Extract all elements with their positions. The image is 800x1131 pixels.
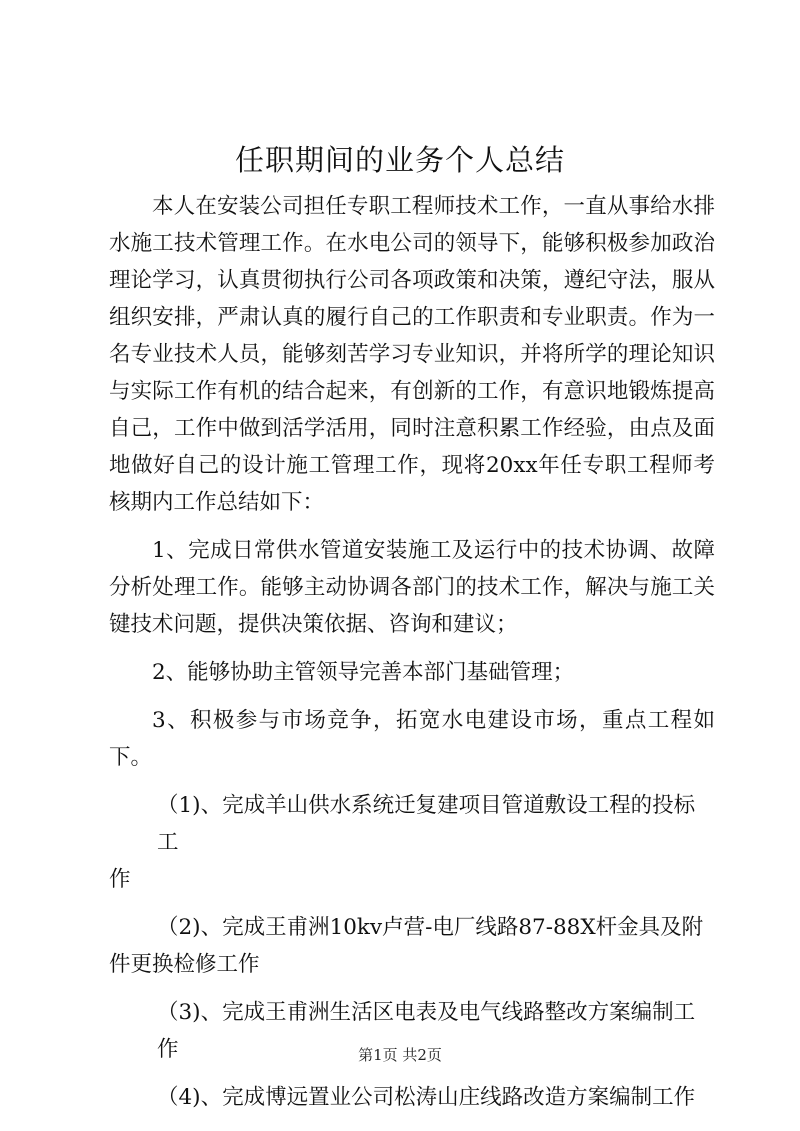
sub-item-2-first-line: （2)、完成王甫洲10kv卢营-电厂线路87-88X杆金具及附 — [157, 915, 704, 940]
sub-item-4 — [109, 1079, 715, 1116]
document-title: 任职期间的业务个人总结 — [234, 143, 565, 177]
item-1-paragraph: 1、完成日常供水管道安装施工及运行中的技术协调、故障分析处理工作。能够主动协调各部门的技术工作，解决与施工关键技术问题，提供决策依据、咨询和建议； — [109, 538, 715, 637]
sub-item-3-first-line: （3)、完成王甫洲生活区电表及电气线路整改方案编制工作 — [157, 1000, 696, 1062]
sub-item-4-first-line: （4)、完成博远置业公司松涛山庄线路改造方案编制工作 — [157, 1085, 696, 1110]
item-3-paragraph: 3、积极参与市场竞争，拓宽水电建设市场，重点工程如下。 — [109, 708, 715, 770]
sub-item-1 — [109, 787, 715, 898]
sub-item-1-continuation: 作 — [109, 867, 131, 892]
sub-item-1-first-line: （1)、完成羊山供水系统迁复建项目管道敷设工程的投标工 — [157, 793, 696, 855]
item-2-paragraph: 2、能够协助主管领导完善本部门基础管理； — [152, 660, 575, 685]
page-footer: 第1页 共2页 — [358, 1046, 442, 1064]
intro-paragraph: 本人在安装公司担任专职工程师技术工作，一直从事给水排水施工技术管理工作。在水电公司的领导下，能够积极参加政治理论学习，认真贯彻执行公司各项政策和决策，遵纪守法，服从组织安排，严肃认真的履行自己的工作职责和专业职责。作为一名专业技术人员，能够刻苦学习专业知识，并将所学的理论知识与实际工作有机的结合起来，有创新的工作，有意识地锻炼提高自己，工作中做到活学活用，同时注意积累工作经验，由点及面地做好自己的设计施工管理工作，现将20xx年任专职工程师考核期内工作总结如下： — [109, 194, 715, 515]
sub-item-2 — [109, 909, 715, 983]
sub-item-2-continuation: 件更换检修工作 — [109, 952, 260, 977]
document-body — [109, 188, 715, 1127]
